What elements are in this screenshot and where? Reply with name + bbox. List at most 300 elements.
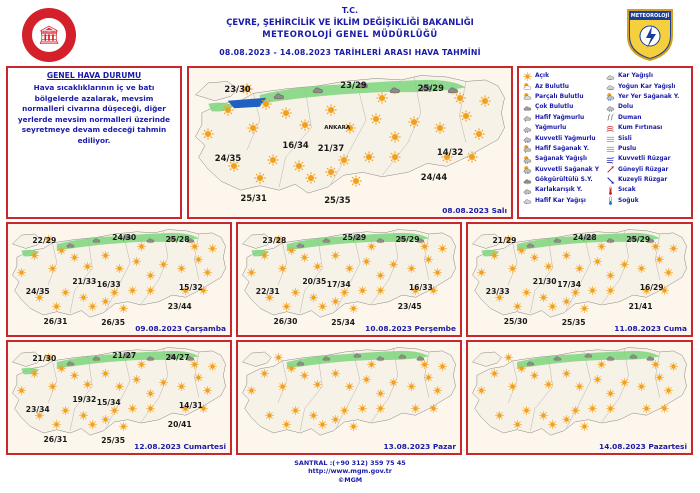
legend-label: Parçalı Bulutlu xyxy=(535,93,584,100)
sun-icon xyxy=(293,160,305,172)
sun-icon xyxy=(349,422,358,431)
south-wind-icon xyxy=(606,165,618,174)
sun-icon xyxy=(588,286,597,295)
sun-icon xyxy=(362,375,371,384)
legend-item xyxy=(606,102,687,112)
sun-icon xyxy=(137,360,146,369)
sun-icon xyxy=(159,260,168,269)
legend-label: Kuzeyli Rüzgar xyxy=(618,177,668,184)
legend-label: Gökgürültülü S.Y. xyxy=(535,177,593,184)
sun-icon xyxy=(367,360,376,369)
legend-item xyxy=(523,144,604,154)
sun-icon xyxy=(17,268,26,277)
legend-item xyxy=(606,165,687,175)
legend-label: Kum Fırtınası xyxy=(618,125,663,132)
thunderstorm-icon xyxy=(526,240,535,249)
sun-icon xyxy=(345,382,354,391)
sun-icon xyxy=(593,257,602,266)
sun-icon xyxy=(508,382,517,391)
title-line-3: METEOROLOJİ GENEL MÜDÜRLÜĞÜ xyxy=(262,29,438,39)
sun-icon xyxy=(48,264,57,273)
sun-icon xyxy=(575,264,584,273)
legend-label: Kuvvetli Yağmurlu xyxy=(535,135,596,142)
thunderstorm-icon xyxy=(646,353,655,362)
temperature-label: 25/28 xyxy=(165,235,190,245)
sun-icon xyxy=(655,373,664,382)
thunderstorm-icon xyxy=(322,353,331,362)
sun-icon xyxy=(88,302,97,311)
sun-icon xyxy=(370,113,382,125)
temperature-label: 15/34 xyxy=(96,397,121,407)
sun-icon xyxy=(376,92,388,104)
sun-icon xyxy=(477,268,486,277)
footer xyxy=(200,459,500,484)
legend-label: Yer Yer Sağanak Y. xyxy=(618,93,680,100)
cloud-icon xyxy=(523,103,535,112)
sun-icon xyxy=(504,353,513,362)
sun-icon xyxy=(318,420,327,429)
sun-icon xyxy=(48,382,57,391)
temperature-label: 25/31 xyxy=(240,193,267,204)
sun-icon xyxy=(539,411,548,420)
svg-text:*: * xyxy=(525,202,528,206)
sun-icon xyxy=(539,293,548,302)
sun-icon xyxy=(340,288,349,297)
sun-icon xyxy=(517,246,526,255)
sun-icon xyxy=(331,415,340,424)
legend-label: Sağanak Yağışlı xyxy=(535,156,588,163)
cold-icon xyxy=(606,196,618,205)
temperature-label: 17/34 xyxy=(557,279,582,289)
sun-icon xyxy=(115,264,124,273)
svg-text:**: ** xyxy=(608,77,612,81)
sun-icon xyxy=(508,264,517,273)
copyright: ©MGM xyxy=(337,475,363,484)
sun-icon xyxy=(407,264,416,273)
temperature-label: 21/41 xyxy=(628,301,653,311)
sun-icon xyxy=(282,420,291,429)
turkey-map xyxy=(238,342,460,453)
thunderstorm-icon xyxy=(146,235,155,244)
temperature-label: 24/44 xyxy=(420,172,448,183)
temperature-label: 23/29 xyxy=(340,79,367,90)
snow-icon xyxy=(606,72,618,81)
sun-icon xyxy=(254,172,266,184)
heavy-snow-icon xyxy=(606,82,618,91)
light-shower-icon xyxy=(523,144,535,153)
sun-icon xyxy=(479,95,491,107)
sun-icon xyxy=(433,268,442,277)
sun-icon xyxy=(159,378,168,387)
sun-icon xyxy=(291,288,300,297)
legend-item xyxy=(523,196,604,206)
temperature-label: 26/30 xyxy=(273,317,298,327)
thunderstorm-icon xyxy=(296,240,305,249)
sun-icon xyxy=(376,404,385,413)
sun-icon xyxy=(664,268,673,277)
sun-icon xyxy=(260,251,269,260)
forecast-map-day-3 xyxy=(236,222,462,337)
sun-icon xyxy=(389,378,398,387)
sun-icon xyxy=(88,420,97,429)
sun-icon xyxy=(309,411,318,420)
sun-icon xyxy=(358,404,367,413)
temperature-label: 23/28 xyxy=(262,236,287,246)
sun-icon xyxy=(299,119,311,131)
smoke-icon xyxy=(606,113,618,122)
haze-icon xyxy=(606,144,618,153)
sun-icon xyxy=(57,364,66,373)
thunderstorm-icon xyxy=(322,235,331,244)
sun-icon xyxy=(575,382,584,391)
legend-item xyxy=(523,185,604,195)
temperature-label: 24/28 xyxy=(572,232,597,242)
sun-icon xyxy=(300,371,309,380)
legend-label: Duman xyxy=(618,114,642,121)
sun-icon xyxy=(358,286,367,295)
sun-icon xyxy=(61,288,70,297)
sun-icon xyxy=(562,369,571,378)
sun-icon xyxy=(362,257,371,266)
temperature-label: 22/29 xyxy=(32,236,57,246)
sun-icon xyxy=(571,288,580,297)
sun-icon xyxy=(101,415,110,424)
sun-icon xyxy=(548,302,557,311)
heavy-shower-icon xyxy=(523,165,535,174)
sun-icon xyxy=(119,422,128,431)
legend-label: Hafif Kar Yağışı xyxy=(535,197,586,204)
temperature-label: 23/44 xyxy=(167,301,192,311)
map-day-label: 09.08.2023 Çarşamba xyxy=(135,324,226,333)
sun-icon xyxy=(287,246,296,255)
temperature-label: 23/30 xyxy=(224,84,251,95)
legend-label: Yoğun Kar Yağışlı xyxy=(618,83,676,90)
sun-icon xyxy=(331,251,340,260)
sun-icon xyxy=(411,404,420,413)
temperature-label: 25/29 xyxy=(395,235,420,245)
thunderstorm-icon xyxy=(553,235,562,244)
temperature-label: 25/35 xyxy=(101,436,126,446)
sun-icon xyxy=(110,406,119,415)
legend-label: Puslu xyxy=(618,145,637,152)
legend-label: Kar Yağışlı xyxy=(618,73,653,80)
sun-icon xyxy=(222,104,234,116)
sun-icon xyxy=(17,386,26,395)
sun-icon xyxy=(606,404,615,413)
strong-wind-icon xyxy=(606,155,618,164)
sun-icon xyxy=(309,293,318,302)
sun-icon xyxy=(345,264,354,273)
thunderstorm-icon xyxy=(398,351,407,360)
sun-icon xyxy=(389,151,401,163)
sun-icon xyxy=(513,420,522,429)
sun-icon xyxy=(208,362,217,371)
sun-icon xyxy=(146,389,155,398)
sun-icon xyxy=(495,411,504,420)
sun-icon xyxy=(580,304,589,313)
legend-label: Açık xyxy=(535,73,549,80)
temperature-label: 21/37 xyxy=(317,142,345,153)
sun-icon xyxy=(367,242,376,251)
sun-icon xyxy=(30,251,39,260)
legend-grid xyxy=(523,71,687,206)
thunderstorm-icon xyxy=(92,235,101,244)
sun-icon xyxy=(490,251,499,260)
sun-icon xyxy=(30,369,39,378)
logo-text: METEOROLOJİ xyxy=(630,13,670,19)
thunderstorm-icon xyxy=(312,83,324,95)
sun-icon xyxy=(363,151,375,163)
light-snow-icon xyxy=(523,196,535,205)
thunderstorm-icon xyxy=(146,353,155,362)
thunderstorm-icon xyxy=(376,353,385,362)
main-forecast-map xyxy=(187,66,513,219)
thunderstorm-icon xyxy=(606,353,615,362)
sun-icon xyxy=(203,386,212,395)
temperature-label: 26/31 xyxy=(43,435,68,445)
sun-icon xyxy=(146,286,155,295)
general-weather-panel xyxy=(6,66,182,219)
hail-icon xyxy=(606,103,618,112)
sun-icon xyxy=(606,389,615,398)
thunderstorm-icon xyxy=(526,358,535,367)
sun-icon xyxy=(132,257,141,266)
sun-icon xyxy=(522,406,531,415)
sun-icon xyxy=(331,369,340,378)
sun-icon xyxy=(247,122,259,134)
sun-icon xyxy=(460,110,472,122)
sun-icon xyxy=(433,386,442,395)
sun-icon xyxy=(562,251,571,260)
sun-icon xyxy=(325,166,337,178)
legend-item xyxy=(606,113,687,123)
temperature-label: 21/29 xyxy=(492,236,517,246)
thunderstorm-icon xyxy=(416,353,425,362)
legend-item xyxy=(523,165,604,175)
fog-icon xyxy=(606,134,618,143)
sun-icon xyxy=(438,362,447,371)
sleet-icon xyxy=(523,186,535,195)
map-day-label: 11.08.2023 Cuma xyxy=(614,324,687,333)
map-day-label: 10.08.2023 Perşembe xyxy=(365,324,456,333)
temperature-label: 14/31 xyxy=(178,400,203,410)
legend-label: Sıcak xyxy=(618,187,636,194)
sun-icon xyxy=(70,253,79,262)
sun-icon xyxy=(203,268,212,277)
weather-legend xyxy=(517,66,693,219)
sun-icon xyxy=(313,380,322,389)
sun-icon xyxy=(349,304,358,313)
temperature-label: 22/31 xyxy=(255,287,280,297)
sun-icon xyxy=(606,271,615,280)
sun-icon xyxy=(473,128,485,140)
temperature-label: 24/30 xyxy=(112,232,137,242)
sun-icon xyxy=(287,364,296,373)
north-wind-icon xyxy=(606,176,618,185)
sun-icon xyxy=(429,404,438,413)
thunderstorm-icon xyxy=(66,358,75,367)
sun-icon xyxy=(408,116,420,128)
temperature-label: 25/29 xyxy=(417,82,444,93)
legend-item xyxy=(606,154,687,164)
legend-item xyxy=(606,185,687,195)
sun-icon xyxy=(128,286,137,295)
sun-icon xyxy=(669,362,678,371)
svg-text:***: *** xyxy=(608,88,614,92)
temperature-label: 23/34 xyxy=(25,405,50,415)
map-day-label: 13.08.2023 Pazar xyxy=(383,442,456,451)
temperature-label: 24/27 xyxy=(165,353,190,363)
sun-icon xyxy=(530,371,539,380)
sun-icon xyxy=(79,411,88,420)
sun-icon xyxy=(669,244,678,253)
legend-label: Az Bulutlu xyxy=(535,83,569,90)
legend-label: Soğuk xyxy=(618,197,639,204)
temperature-label: 23/33 xyxy=(485,287,510,297)
legend-label: Sisli xyxy=(618,135,632,142)
sun-icon xyxy=(101,251,110,260)
legend-label: Kuvvetli Sağanak Y xyxy=(535,166,600,173)
sun-icon xyxy=(637,382,646,391)
turkey-map xyxy=(468,342,691,453)
sun-icon xyxy=(513,302,522,311)
scattered-shower-icon xyxy=(606,92,618,101)
sun-icon xyxy=(83,380,92,389)
temperature-label: 19/32 xyxy=(72,395,97,405)
thunderstorm-icon xyxy=(629,351,638,360)
sun-icon xyxy=(338,154,350,166)
thunderstorm-icon xyxy=(447,83,459,95)
legend-label: Hafif Yağmurlu xyxy=(535,114,585,121)
sun-icon xyxy=(434,122,446,134)
sun-icon xyxy=(194,373,203,382)
map-day-label: 12.08.2023 Cumartesi xyxy=(134,442,226,451)
sun-icon xyxy=(278,382,287,391)
thunderstorm-icon xyxy=(376,235,385,244)
hot-icon xyxy=(606,186,618,195)
sun-icon xyxy=(562,297,571,306)
main-map-day-label: 08.08.2023 Salı xyxy=(442,206,507,215)
sun-icon xyxy=(620,260,629,269)
sun-icon xyxy=(318,302,327,311)
shower-icon xyxy=(523,155,535,164)
svg-text:*: * xyxy=(527,191,530,195)
forecast-map-day-5 xyxy=(6,340,232,455)
legend-item xyxy=(606,81,687,91)
sun-icon xyxy=(79,293,88,302)
sun-icon xyxy=(110,288,119,297)
temperature-label: 21/27 xyxy=(112,350,137,360)
sun-icon xyxy=(438,244,447,253)
sun-icon xyxy=(325,104,337,116)
forecast-map-day-6 xyxy=(236,340,462,455)
thunderstorm-icon xyxy=(296,358,305,367)
sun-icon xyxy=(177,264,186,273)
website-link[interactable]: http://www.mgm.gov.tr xyxy=(308,467,392,476)
city-label: ANKARA xyxy=(324,124,351,131)
partly-cloudy-icon xyxy=(523,92,535,101)
temperature-label: 16/29 xyxy=(639,282,664,292)
sun-icon xyxy=(208,244,217,253)
sun-icon xyxy=(593,375,602,384)
forecast-map-day-7 xyxy=(466,340,693,455)
sun-icon xyxy=(305,172,317,184)
temperature-label: 25/29 xyxy=(626,235,651,245)
sun-icon xyxy=(194,255,203,264)
temperature-label: 14/32 xyxy=(436,147,464,157)
legend-item xyxy=(523,154,604,164)
sun-icon xyxy=(52,420,61,429)
sun-icon xyxy=(291,406,300,415)
sun-icon xyxy=(562,415,571,424)
sun-icon xyxy=(466,151,478,163)
sun-icon xyxy=(580,422,589,431)
sun-icon xyxy=(523,72,535,81)
general-weather-text: Hava sıcaklıklarının iç ve batı bölgelerde azalarak, mevsim normalleri civarına düşeceği, diğer yerlerde mevsim normalleri üzerinde seyretmeye devam edeceği tahmin ediliyor. xyxy=(17,83,171,145)
legend-label: Hafif Sağanak Y. xyxy=(535,145,589,152)
title-block xyxy=(120,6,580,39)
legend-item xyxy=(523,113,604,123)
legend-label: Kuvvetli Rüzgar xyxy=(618,156,671,163)
sun-icon xyxy=(61,406,70,415)
thunderstorm-icon xyxy=(353,350,362,359)
sun-icon xyxy=(115,382,124,391)
sun-icon xyxy=(655,255,664,264)
sun-icon xyxy=(247,268,256,277)
legend-item xyxy=(606,175,687,185)
legend-item xyxy=(523,123,604,133)
thunderstorm-icon xyxy=(523,176,535,185)
legend-item xyxy=(606,123,687,133)
thunderstorm-icon xyxy=(389,83,401,95)
sun-icon xyxy=(300,253,309,262)
sun-icon xyxy=(424,373,433,382)
sun-icon xyxy=(660,404,669,413)
sun-icon xyxy=(331,297,340,306)
temperature-label: 25/35 xyxy=(561,318,586,328)
legend-item xyxy=(523,102,604,112)
phone-number: SANTRAL :(+90 312) 359 75 45 xyxy=(294,459,406,467)
sun-icon xyxy=(350,175,362,187)
sun-icon xyxy=(137,242,146,251)
heavy-rain-icon xyxy=(523,134,535,143)
sun-icon xyxy=(376,286,385,295)
sun-icon xyxy=(119,304,128,313)
meteoroloji-logo xyxy=(624,6,676,62)
temperature-label: 20/35 xyxy=(302,277,327,287)
thunderstorm-icon xyxy=(584,350,593,359)
sun-icon xyxy=(664,386,673,395)
sun-icon xyxy=(52,302,61,311)
thunderstorm-icon xyxy=(92,353,101,362)
temperature-label: 26/35 xyxy=(101,318,126,328)
sun-icon xyxy=(265,411,274,420)
legend-item xyxy=(606,71,687,81)
sun-icon xyxy=(101,297,110,306)
sun-icon xyxy=(278,264,287,273)
legend-item xyxy=(523,92,604,102)
sun-icon xyxy=(477,386,486,395)
sun-icon xyxy=(282,302,291,311)
temperature-label: 21/33 xyxy=(72,277,97,287)
sun-icon xyxy=(642,404,651,413)
temperature-label: 25/34 xyxy=(331,318,356,328)
sun-icon xyxy=(620,378,629,387)
legend-label: Çok Bulutlu xyxy=(535,104,574,111)
legend-label: Dolu xyxy=(618,104,634,111)
temperature-label: 20/41 xyxy=(167,419,192,429)
sun-icon xyxy=(260,98,272,110)
